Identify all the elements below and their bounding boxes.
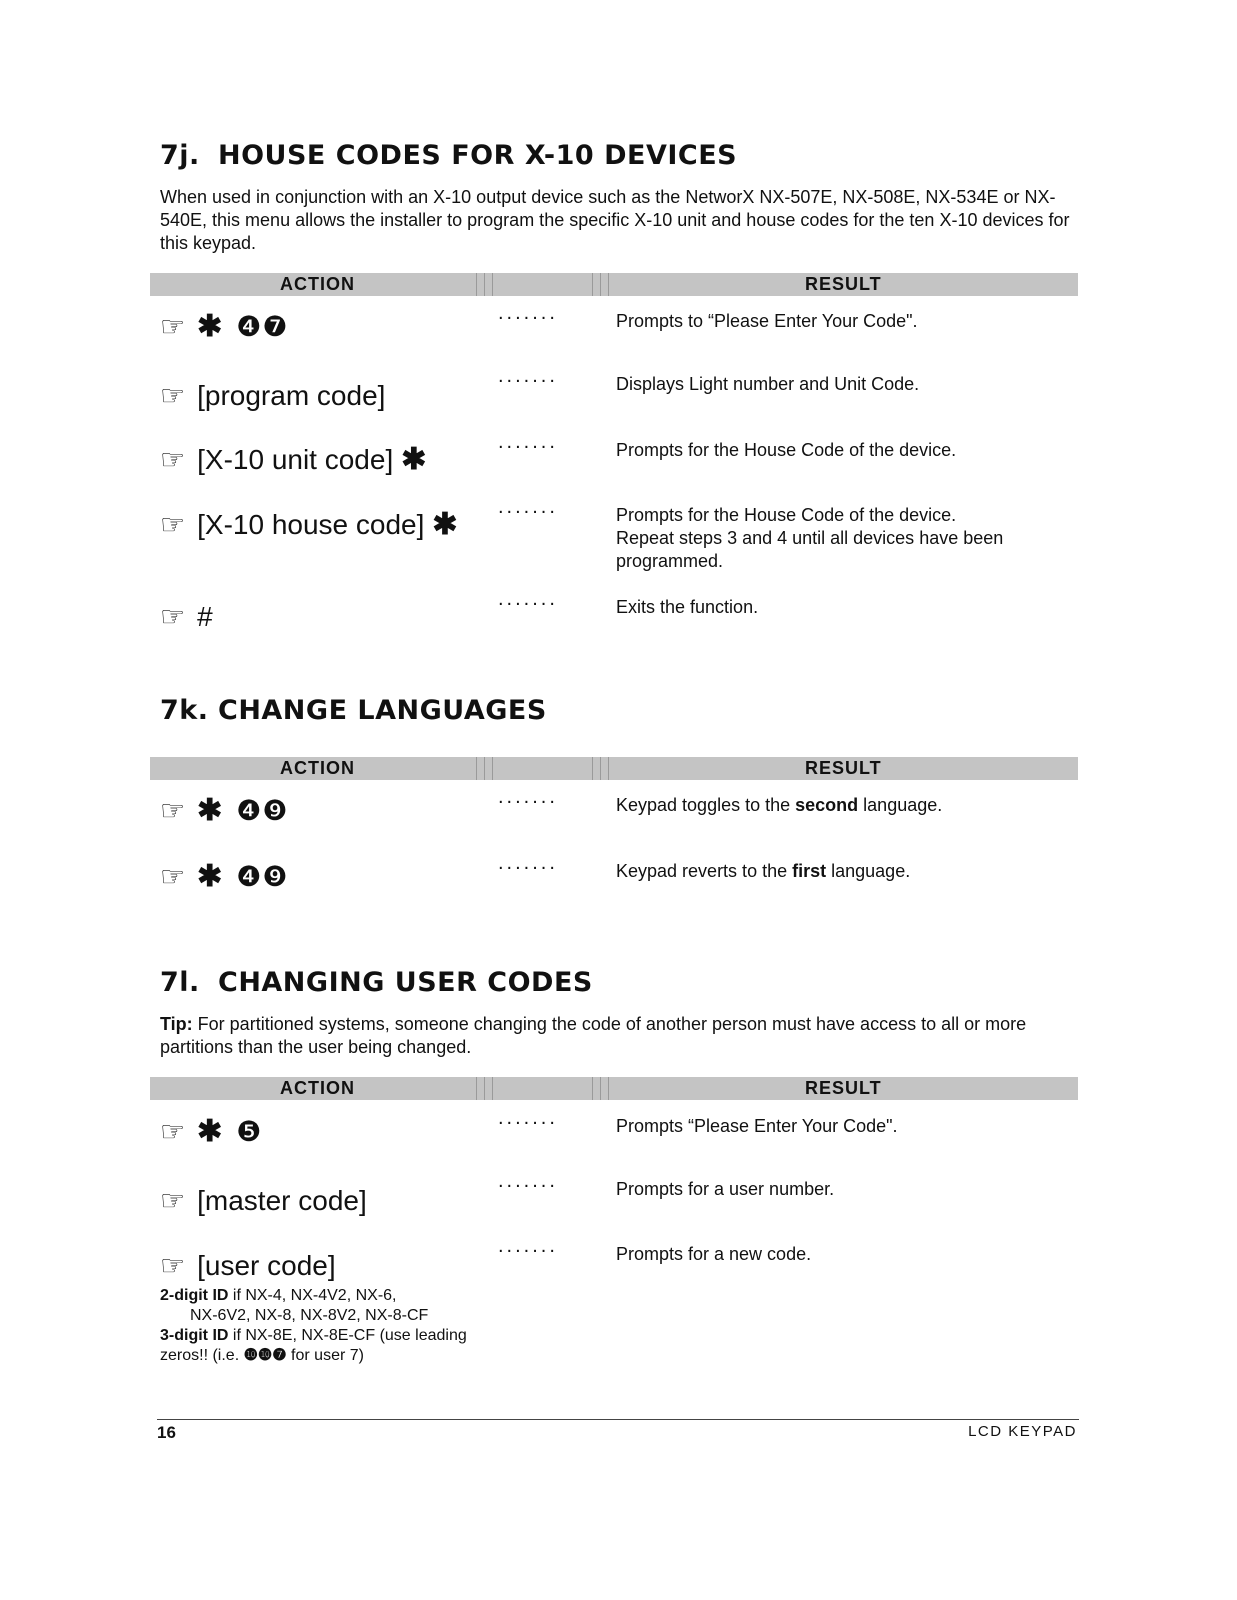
leader-dots: ....... bbox=[498, 496, 558, 518]
pointing-hand-icon: ☞ bbox=[160, 509, 186, 540]
action-cell bbox=[160, 310, 288, 344]
result-text: Prompts “Please Enter Your Code". bbox=[616, 1116, 898, 1136]
action-label: [program code] bbox=[197, 380, 386, 411]
pointing-hand-icon: ☞ bbox=[160, 601, 186, 632]
leader-dots: ....... bbox=[498, 365, 558, 387]
table-header: ACTION RESULT bbox=[150, 1077, 1078, 1100]
page-number: 16 bbox=[157, 1423, 176, 1442]
result-text: Prompts to “Please Enter Your Code". bbox=[616, 311, 918, 331]
action-label: [X-10 unit code] bbox=[197, 444, 394, 475]
section-title-user-codes: 7l. CHANGING USER CODES bbox=[160, 967, 593, 998]
action-cell bbox=[160, 1249, 336, 1283]
action-cell bbox=[160, 600, 213, 634]
leader-dots: ....... bbox=[498, 431, 558, 453]
star-key-icon: ✱ bbox=[432, 508, 458, 541]
tip-paragraph: Tip: For partitioned systems, someone changing the code of another person must have access to all or more partitions than the user being changed. bbox=[160, 1014, 1027, 1057]
action-cell bbox=[160, 794, 288, 828]
table-header: ACTION RESULT bbox=[150, 273, 1078, 296]
star-key-icon: ✱ bbox=[401, 443, 427, 476]
pointing-hand-icon: ☞ bbox=[160, 1250, 186, 1281]
action-cell bbox=[160, 860, 288, 894]
pointing-hand-icon: ☞ bbox=[160, 795, 186, 826]
star-key-icon: ✱ bbox=[197, 310, 223, 343]
leader-dots: ....... bbox=[498, 1170, 558, 1192]
star-key-icon: ✱ bbox=[197, 794, 223, 827]
section-intro-house-codes: When used in conjunction with an X-10 output device such as the NetworX NX-507E, NX-508E, NX-534E or NX-540E, this menu allows the installer to program the specific X-10 unit and house codes for the ten X-10 devices for this keypad. bbox=[160, 187, 1070, 253]
star-key-icon: ✱ bbox=[197, 1115, 223, 1148]
leader-dots: ....... bbox=[498, 302, 558, 324]
result-text: Prompts for the House Code of the device. bbox=[616, 440, 957, 460]
result-text: Keypad toggles to the second language. bbox=[616, 795, 943, 815]
action-label: [X-10 house code] bbox=[197, 509, 425, 540]
footer-divider bbox=[157, 1419, 1079, 1420]
leader-dots: ....... bbox=[498, 852, 558, 874]
action-cell bbox=[160, 508, 458, 542]
section-title-house-codes: 7j. HOUSE CODES FOR X-10 DEVICES bbox=[160, 140, 738, 171]
pointing-hand-icon: ☞ bbox=[160, 380, 186, 411]
footer-title: LCD KEYPAD bbox=[968, 1423, 1077, 1440]
result-text: Displays Light number and Unit Code. bbox=[616, 374, 920, 394]
pointing-hand-icon: ☞ bbox=[160, 1116, 186, 1147]
action-cell bbox=[160, 443, 426, 477]
pointing-hand-icon: ☞ bbox=[160, 1185, 186, 1216]
action-cell bbox=[160, 379, 385, 413]
pointing-hand-icon: ☞ bbox=[160, 861, 186, 892]
leader-dots: ....... bbox=[498, 786, 558, 808]
star-key-icon: ✱ bbox=[197, 860, 223, 893]
result-text: Exits the function. bbox=[616, 597, 759, 617]
result-text: Prompts for a user number. bbox=[616, 1179, 835, 1199]
action-label: [user code] bbox=[197, 1250, 336, 1281]
section-title-change-languages: 7k. CHANGE LANGUAGES bbox=[160, 695, 547, 726]
user-id-note: 2-digit ID if NX-4, NX-4V2, NX-6, NX-6V2, NX-8, NX-8V2, NX-8-CF 3-digit ID if NX-8E, NX-8E-CF (use leading zeros!! (i.e. ❿❿❼ for user 7) bbox=[160, 1287, 467, 1364]
key-digits: ❺ bbox=[236, 1116, 263, 1147]
result-text: Prompts for the House Code of the device. Repeat steps 3 and 4 until all devices have been programmed. bbox=[616, 505, 1004, 571]
action-cell bbox=[160, 1115, 262, 1149]
action-label: [master code] bbox=[197, 1185, 367, 1216]
key-digits: ❹❾ bbox=[236, 861, 289, 892]
pointing-hand-icon: ☞ bbox=[160, 444, 186, 475]
action-label: # bbox=[197, 601, 213, 632]
pointing-hand-icon: ☞ bbox=[160, 311, 186, 342]
result-text: Keypad reverts to the first language. bbox=[616, 861, 911, 881]
key-digits: ❹❾ bbox=[236, 795, 289, 826]
key-digits: ❹❼ bbox=[236, 311, 289, 342]
leader-dots: ....... bbox=[498, 1235, 558, 1257]
leader-dots: ....... bbox=[498, 588, 558, 610]
result-text: Prompts for a new code. bbox=[616, 1244, 812, 1264]
table-header: ACTION RESULT bbox=[150, 757, 1078, 780]
action-cell bbox=[160, 1184, 367, 1218]
leader-dots: ....... bbox=[498, 1107, 558, 1129]
